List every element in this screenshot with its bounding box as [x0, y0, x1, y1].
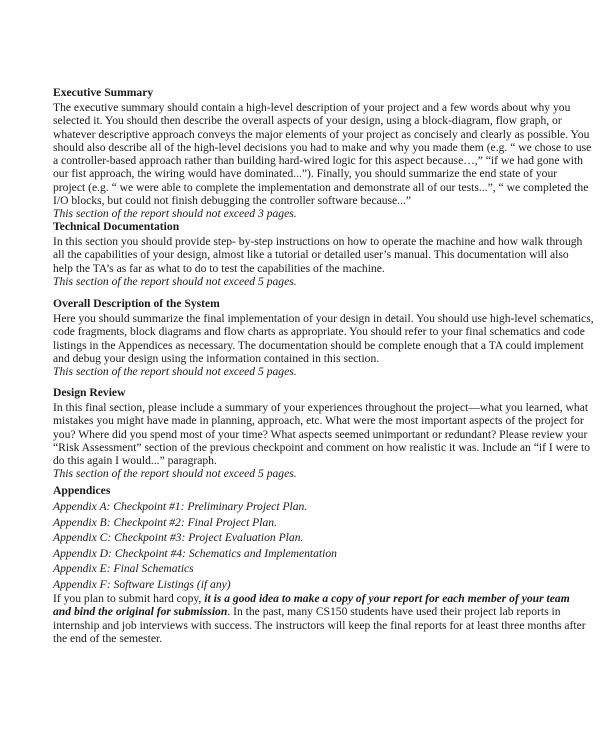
closing-line	[53, 605, 583, 618]
body-line: code fragments, block diagrams and flow charts as appropriate. You should refer to your final schematics and code	[53, 325, 585, 339]
body-line: do this again I would...” paragraph.	[53, 454, 217, 468]
page-limit-note: This section of the report should not exceed 5 pages.	[53, 467, 297, 481]
section-heading: Appendices	[53, 484, 111, 497]
body-line: I/O blocks, but could not finish debugging the controller software because...”	[53, 194, 412, 208]
body-line: Here you should summarize the final implementation of your design in detail. You should use high-level schematics,	[53, 312, 594, 325]
body-line: The executive summary should contain a high-level description of your project and a few words about why you	[53, 101, 571, 114]
appendix-item: Appendix B: Checkpoint #2: Final Project Plan.	[53, 515, 277, 529]
body-line: In this final section, please include a summary of your experiences throughout the project—what you learned, what	[53, 401, 589, 414]
body-line: our fist approach, the wiring would have dominated...”). Finally, you should summarize the end state of your	[53, 167, 558, 181]
page-limit-note: This section of the report should not exceed 5 pages.	[53, 365, 297, 379]
closing-emphasis: and bind the original for submission	[53, 605, 228, 619]
section-heading: Executive Summary	[53, 86, 154, 99]
closing-line: internship and job interviews with success. The instructors will keep the final reports for at least three months after	[53, 618, 586, 632]
body-line: should also describe all of the high-level decisions you had to make and why you made them (e.g. “ we chose to use	[53, 140, 592, 154]
body-line: listings in the Appendices as necessary. The documentation should be complete enough that a TA could implement	[53, 338, 584, 352]
closing-emphasis: it is a good idea to make a copy of your report for each member of your team	[204, 592, 570, 605]
section-executive-summary	[53, 86, 592, 221]
section-technical-documentation	[53, 220, 583, 288]
body-line: mistakes you might have made in planning, approach, etc. What were the most important aspects of the project for	[53, 414, 584, 428]
closing-line: the end of the semester.	[53, 631, 163, 645]
section-heading: Design Review	[53, 386, 126, 399]
body-line: “Risk Assessment” section of the previous checkpoint and comment on how realistic it was. Include an “if I were to	[53, 440, 591, 454]
page-limit-note: This section of the report should not exceed 3 pages.	[53, 207, 297, 221]
body-line: whatever descriptive approach conveys the major elements of your project as concisely and clearly as possible. You	[53, 127, 590, 141]
body-line: all the capabilities of your design, almost like a tutorial or detailed user’s manual. This documentation will also	[53, 248, 569, 262]
body-line: In this section you should provide step- by-step instructions on how to operate the machine and how walk through	[53, 235, 583, 248]
appendix-item: Appendix D: Checkpoint #4: Schematics and Implementation	[53, 546, 337, 560]
section-appendices	[53, 484, 586, 645]
page-limit-note: This section of the report should not exceed 5 pages.	[53, 274, 297, 288]
closing-line	[53, 592, 583, 605]
body-line: project (e.g. “ we were able to complete the implementation and demonstrate all of our tests...”, “ we completed the	[53, 180, 589, 194]
body-line: a controller-based approach rather than building hard-wired logic for this aspect because…,” “if we had gone with	[53, 154, 583, 168]
section-overall-description	[53, 297, 594, 379]
appendix-item: Appendix F: Software Listings (if any)	[53, 577, 231, 591]
appendix-item: Appendix A: Checkpoint #1: Preliminary Project Plan.	[53, 500, 308, 513]
section-heading: Overall Description of the System	[53, 297, 220, 310]
body-line: selected it. You should then describe the overall aspects of your design, using a block-diagram, flow graph, or	[53, 114, 562, 128]
section-design-review	[53, 386, 591, 481]
body-line: you? Where did you spend most of your time? What aspects seemed unimportant or redundant? Please review your	[53, 427, 588, 441]
appendix-item: Appendix E: Final Schematics	[53, 562, 194, 575]
body-line: help the TA’s as far as what to do to test the capabilities of the machine.	[53, 261, 385, 275]
section-heading: Technical Documentation	[53, 220, 180, 233]
appendix-item: Appendix C: Checkpoint #3: Project Evaluation Plan.	[53, 531, 304, 544]
body-line: and debug your design using the information contained in this section.	[53, 351, 380, 365]
closing-text: . In the past, many CS150 students have used their project lab reports in	[227, 605, 561, 619]
closing-text: If you plan to submit hard copy,	[53, 592, 205, 605]
